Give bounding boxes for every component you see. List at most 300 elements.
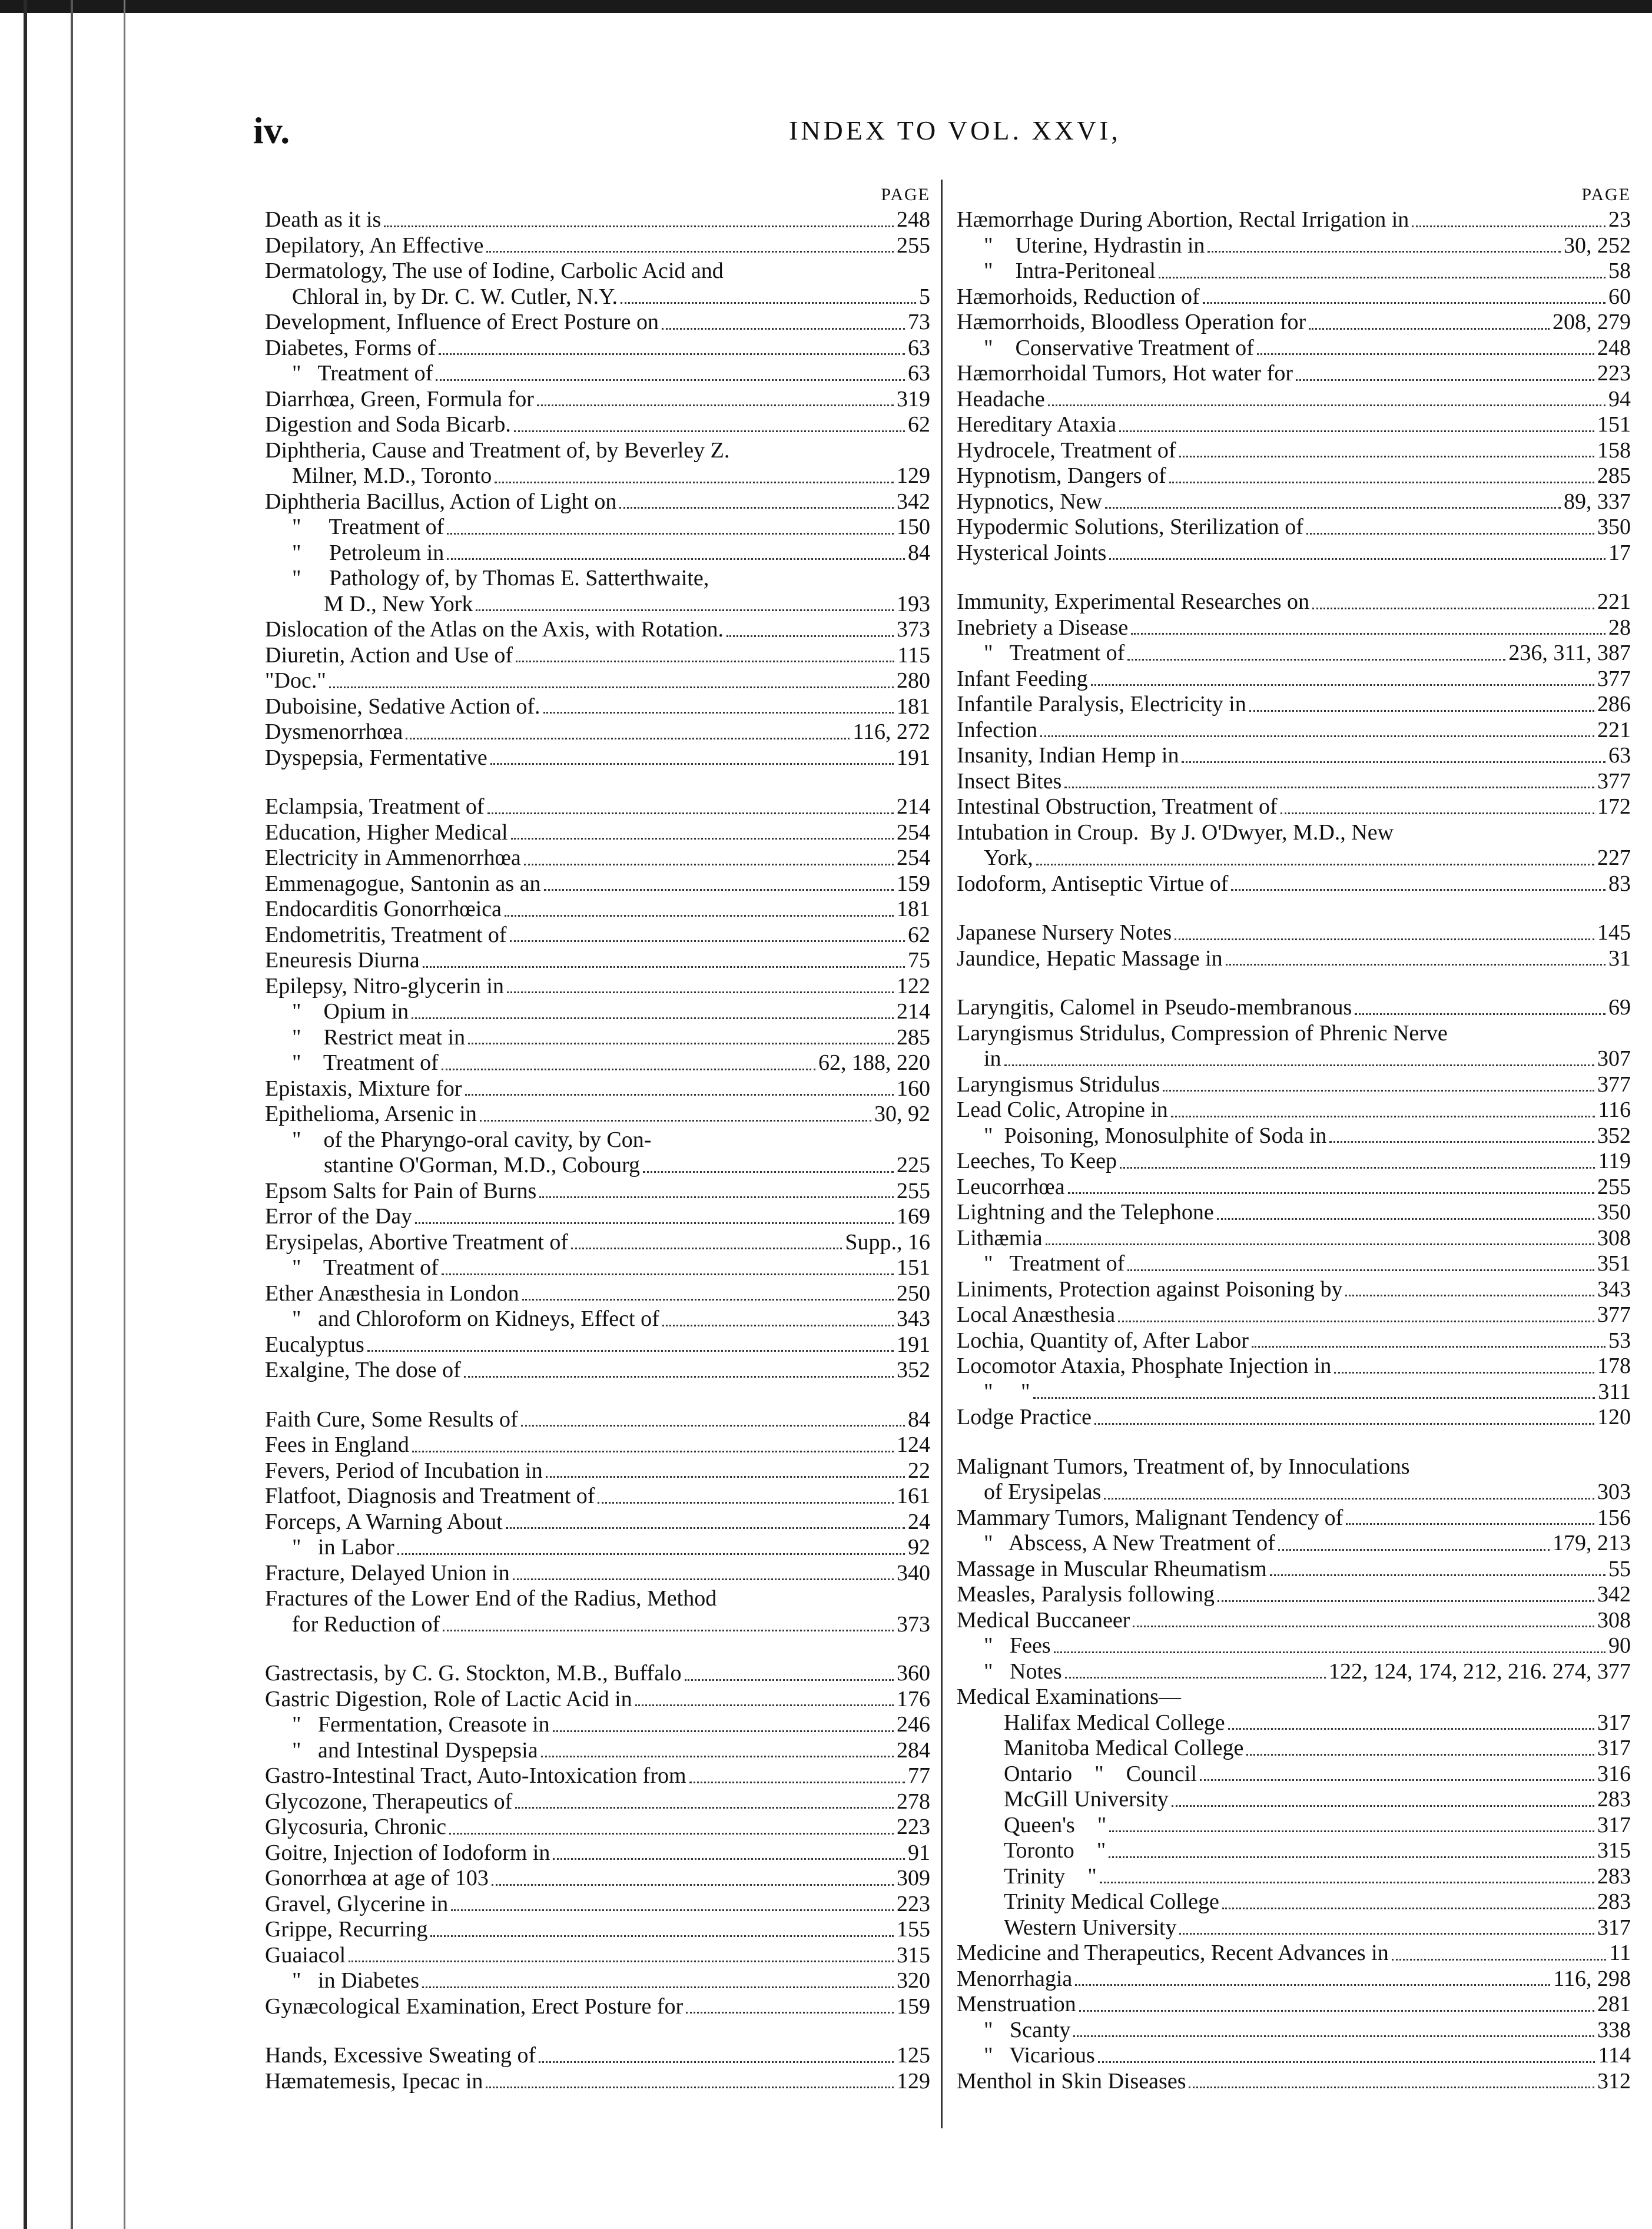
entry-text: " Restrict meat in (292, 1024, 466, 1050)
dot-leader (1296, 373, 1594, 381)
entry-text: Hypnotism, Dangers of (957, 463, 1166, 488)
index-entry (265, 1230, 930, 1256)
section-gap (957, 1431, 1631, 1454)
index-entry (265, 1255, 930, 1281)
entry-text: Epithelioma, Arsenic in (265, 1102, 477, 1126)
index-entry (265, 1866, 930, 1892)
entry-text: " Petroleum in (292, 540, 444, 565)
entry-page-ref: 377 (1597, 768, 1631, 794)
entry-page-ref: 129 (897, 2068, 930, 2094)
entry-page-ref: 114 (1598, 2043, 1631, 2068)
entry-text: Laryngismus Stridulus (957, 1072, 1160, 1097)
dot-leader (1257, 347, 1594, 355)
dot-leader (539, 1190, 894, 1198)
entry-page-ref: 73 (908, 310, 930, 334)
dot-leader (507, 986, 894, 993)
dot-leader (1098, 2055, 1595, 2063)
entry-text: Diarrhœa, Green, Formula for (265, 386, 534, 412)
entry-text: stantine O'Gorman, M.D., Cobourg (324, 1153, 641, 1177)
page-column-label: PAGE (1581, 185, 1631, 204)
entry-text: " Treatment of (292, 361, 433, 386)
index-entry (265, 694, 930, 720)
entry-text: " Treatment of (292, 1050, 439, 1075)
entry-page-ref: 317 (1597, 1736, 1631, 1760)
index-entry (265, 845, 930, 871)
entry-page-ref: 225 (897, 1153, 930, 1177)
index-entry (265, 1458, 930, 1484)
entry-page-ref: 17 (1608, 540, 1631, 565)
entry-page-ref: 181 (897, 897, 930, 921)
entry-page-ref: 191 (897, 745, 930, 770)
dot-leader (1345, 1289, 1594, 1296)
index-entry (265, 1102, 930, 1127)
index-entry (265, 1763, 930, 1789)
index-entries-left (265, 207, 930, 2094)
section-gap (957, 971, 1631, 995)
entry-page-ref: 179, 213 (1553, 1531, 1631, 1555)
entry-text: Hydrocele, Treatment of (957, 437, 1176, 463)
dot-leader (1228, 1722, 1594, 1730)
entry-page-ref: 278 (897, 1789, 930, 1814)
dot-leader (1208, 245, 1561, 253)
page-number: iv. (253, 110, 290, 151)
dot-leader (412, 1445, 894, 1452)
index-entry (957, 1097, 1631, 1123)
entry-text: Eucalyptus (265, 1332, 364, 1357)
dot-leader (464, 1370, 894, 1378)
dot-leader (442, 1063, 815, 1070)
entry-text: Gravel, Glycerine in (265, 1891, 449, 1916)
entry-page-ref: 31 (1608, 946, 1631, 971)
entry-page-ref: 193 (897, 591, 930, 616)
entry-page-ref: 283 (1597, 1863, 1631, 1889)
index-entry (265, 1994, 930, 2020)
index-entry (265, 1281, 930, 1307)
index-entry (957, 361, 1631, 387)
index-entry (957, 1710, 1631, 1736)
dot-leader (486, 2081, 894, 2088)
dot-leader (689, 1776, 905, 1783)
entry-page-ref: 223 (1597, 361, 1631, 386)
index-entry (265, 643, 930, 669)
entry-page-ref: 158 (1597, 437, 1631, 463)
dot-leader (635, 1699, 894, 1706)
entry-text: " Vicarious (984, 2043, 1095, 2068)
index-entry (957, 995, 1631, 1021)
entry-text: Western University (1004, 1915, 1177, 1940)
entry-text: " Treatment of (984, 1251, 1125, 1276)
index-entry (265, 515, 930, 540)
index-entry (265, 1127, 930, 1153)
entry-page-ref: 116, 298 (1553, 1966, 1631, 1991)
index-entry (265, 566, 930, 592)
entry-text: Menstruation (957, 1992, 1076, 2016)
entry-text: "Doc." (265, 668, 326, 693)
dot-leader (422, 1981, 894, 1988)
entry-text: M D., New York (324, 591, 473, 616)
dot-leader (1222, 1902, 1594, 1909)
dot-leader (397, 1547, 905, 1555)
dot-leader (506, 1521, 905, 1529)
entry-text: Endometritis, Treatment of (265, 922, 507, 947)
index-entry (957, 641, 1631, 666)
index-entry (265, 1510, 930, 1535)
dot-leader (537, 399, 894, 406)
dot-leader (1040, 729, 1594, 737)
entry-page-ref: 280 (897, 668, 930, 693)
index-entry (957, 1302, 1631, 1328)
index-entry (957, 284, 1631, 310)
index-entry (957, 1251, 1631, 1277)
entry-text: Liniments, Protection against Poisoning by (957, 1276, 1343, 1302)
entry-text: Education, Higher Medical (265, 820, 508, 845)
entry-page-ref: 312 (1597, 2068, 1631, 2094)
entry-text: Hæmorrhoidal Tumors, Hot water for (957, 361, 1293, 386)
index-entry (957, 1277, 1631, 1303)
entry-text: Ether Anæsthesia in London (265, 1281, 519, 1306)
entry-text: Grippe, Recurring (265, 1917, 428, 1942)
entry-page-ref: 315 (897, 1942, 930, 1968)
dot-leader (1104, 1492, 1594, 1500)
index-entry (265, 1943, 930, 1969)
entry-text: Glycosuria, Chronic (265, 1815, 447, 1839)
dot-leader (1179, 450, 1594, 457)
entry-page-ref: 69 (1608, 995, 1631, 1020)
dot-leader (1054, 1646, 1605, 1653)
entry-text: Chloral in, by Dr. C. W. Cutler, N.Y. (292, 284, 618, 309)
entry-text: Halifax Medical College (1004, 1710, 1225, 1735)
entry-text: " Scanty (984, 2017, 1071, 2042)
dot-leader (662, 1319, 894, 1326)
entry-page-ref: 150 (897, 515, 930, 539)
column-divider (941, 180, 943, 2128)
entry-text: Hypnotics, New (957, 489, 1102, 514)
entry-page-ref: 172 (1597, 794, 1631, 819)
entry-page-ref: 340 (897, 1560, 930, 1585)
entry-text: Hysterical Joints (957, 540, 1107, 565)
entry-page-ref: 377 (1597, 1072, 1631, 1097)
entry-page-ref: 319 (897, 386, 930, 412)
index-entry (265, 1332, 930, 1358)
entry-text: Dislocation of the Atlas on the Axis, with Rotation. (265, 617, 724, 642)
dot-leader (1306, 527, 1594, 535)
entry-text: Medical Examinations— (957, 1684, 1181, 1709)
index-entry (265, 336, 930, 361)
index-entry (265, 923, 930, 948)
entry-page-ref: 214 (897, 794, 930, 819)
dot-leader (1182, 755, 1605, 763)
entry-page-ref: 248 (1597, 335, 1631, 360)
dot-leader (1203, 296, 1605, 304)
entry-page-ref: 28 (1608, 615, 1631, 640)
entry-text: Medicine and Therapeutics, Recent Advances in (957, 1941, 1389, 1965)
entry-page-ref: 178 (1597, 1354, 1631, 1378)
dot-leader (1065, 1671, 1326, 1679)
entry-text: " of the Pharyngo-oral cavity, by Con- (292, 1127, 652, 1152)
index-entry (265, 871, 930, 897)
entry-text: Gastrectasis, by C. G. Stockton, M.B., Buffalo (265, 1661, 682, 1686)
entry-text: Toronto " (1004, 1838, 1106, 1863)
entry-page-ref: 169 (897, 1204, 930, 1229)
entry-page-ref: 255 (897, 233, 930, 258)
entry-page-ref: 338 (1597, 2017, 1631, 2042)
entry-page-ref: 63 (908, 361, 930, 386)
dot-leader (1100, 1876, 1594, 1883)
dot-leader (1109, 1825, 1594, 1832)
dot-leader (521, 1419, 905, 1427)
index-column-left (265, 183, 930, 2094)
index-entry (265, 948, 930, 974)
entry-page-ref: 343 (1597, 1276, 1631, 1302)
dot-leader (1175, 933, 1594, 940)
dot-leader (505, 909, 894, 917)
entry-page-ref: 311 (1598, 1379, 1631, 1404)
index-entry (265, 1535, 930, 1561)
dot-leader (1309, 322, 1550, 330)
dot-leader (516, 655, 894, 662)
entry-text: Menthol in Skin Diseases (957, 2068, 1186, 2094)
entry-text: Hæmatemesis, Ipecac in (265, 2068, 483, 2094)
index-entry (957, 1736, 1631, 1762)
dot-leader (349, 1955, 894, 1962)
dot-leader (539, 2055, 894, 2063)
index-entry (265, 719, 930, 745)
index-entry (265, 207, 930, 233)
dot-leader (1131, 627, 1605, 635)
entry-page-ref: 11 (1609, 1941, 1631, 1965)
dot-leader (1046, 1238, 1594, 1245)
entry-text: Trinity " (1004, 1863, 1097, 1889)
dot-leader (1119, 424, 1594, 432)
entry-page-ref: 83 (1608, 871, 1631, 896)
index-entry (957, 1072, 1631, 1098)
entry-page-ref: 360 (897, 1661, 930, 1686)
index-entry (957, 1480, 1631, 1505)
dot-leader (1091, 678, 1594, 686)
entry-text: Error of the Day (265, 1204, 413, 1229)
entry-page-ref: 255 (1597, 1174, 1631, 1199)
entry-text: Diuretin, Action and Use of (265, 642, 513, 668)
entry-page-ref: 58 (1608, 258, 1631, 283)
entry-page-ref: 63 (1608, 743, 1631, 768)
entry-text: Lithæmia (957, 1225, 1043, 1251)
dot-leader (524, 858, 894, 865)
index-entry (957, 2018, 1631, 2044)
dot-leader (415, 1216, 894, 1224)
index-entry (957, 871, 1631, 897)
entry-page-ref: 24 (908, 1509, 930, 1534)
entry-text: Diphtheria Bacillus, Action of Light on (265, 489, 617, 514)
index-entry (957, 946, 1631, 972)
section-gap (957, 566, 1631, 589)
dot-leader (514, 424, 905, 432)
entry-text: Fractures of the Lower End of the Radius, Method (265, 1586, 717, 1611)
entry-text: " Fees (984, 1633, 1051, 1658)
entry-text: Epsom Salts for Pain of Burns (265, 1178, 537, 1203)
index-entry (957, 769, 1631, 795)
dot-leader (449, 1827, 894, 1835)
index-entry (957, 1123, 1631, 1149)
entry-text: Intubation in Croup. By J. O'Dwyer, M.D., New (957, 820, 1394, 845)
entry-page-ref: 223 (897, 1815, 930, 1839)
dot-leader (1171, 1110, 1595, 1117)
entry-text: Gastric Digestion, Role of Lactic Acid in (265, 1686, 632, 1711)
index-entry (957, 692, 1631, 718)
dot-leader (571, 1242, 842, 1249)
entry-page-ref: 303 (1597, 1480, 1631, 1504)
dot-leader (1252, 1340, 1605, 1348)
scan-page-edge (71, 0, 73, 2229)
entry-page-ref: 236, 311, 387 (1508, 641, 1631, 665)
entry-page-ref: 208, 279 (1553, 310, 1631, 334)
entry-page-ref: 156 (1597, 1505, 1631, 1530)
entry-text: Menorrhagia (957, 1966, 1073, 1991)
entry-text: Trinity Medical College (1004, 1889, 1219, 1914)
entry-text: Diphtheria, Cause and Treatment of, by Beverley Z. (265, 437, 730, 463)
entry-text: Headache (957, 386, 1045, 412)
dot-leader (476, 603, 894, 611)
entry-page-ref: 115 (897, 642, 930, 668)
dot-leader (443, 1624, 894, 1631)
index-entry (265, 489, 930, 515)
dot-leader (1346, 1517, 1594, 1525)
entry-page-ref: 352 (1597, 1123, 1631, 1148)
index-entry (265, 745, 930, 771)
entry-text: Locomotor Ataxia, Phosphate Injection in (957, 1354, 1332, 1378)
entry-page-ref: 373 (897, 1611, 930, 1637)
index-entry (265, 540, 930, 566)
index-entry (265, 1025, 930, 1051)
dot-leader (1064, 781, 1594, 788)
entry-page-ref: 352 (897, 1358, 930, 1382)
entry-page-ref: 308 (1597, 1607, 1631, 1633)
dot-leader (487, 807, 894, 814)
entry-text: Death as it is (265, 207, 382, 232)
dot-leader (451, 1903, 894, 1911)
dot-leader (1281, 807, 1594, 814)
index-entry (957, 1582, 1631, 1608)
index-entry (957, 615, 1631, 641)
entry-text: Insanity, Indian Hemp in (957, 743, 1179, 768)
index-entry (265, 1815, 930, 1840)
entry-text: Dermatology, The use of Iodine, Carbolic Acid and (265, 258, 724, 283)
entry-page-ref: 145 (1597, 920, 1631, 945)
entry-text: Medical Buccaneer (957, 1607, 1130, 1633)
index-entry (957, 1864, 1631, 1890)
entry-text: Infection (957, 717, 1038, 742)
entry-text: Erysipelas, Abortive Treatment of (265, 1229, 569, 1255)
entry-page-ref: 221 (1597, 717, 1631, 742)
entry-page-ref: 285 (1597, 463, 1631, 488)
index-entry (957, 743, 1631, 769)
index-entry (957, 1021, 1631, 1047)
index-entry (265, 1789, 930, 1815)
index-entry (957, 1226, 1631, 1252)
entry-text: Faith Cure, Some Results of (265, 1407, 518, 1432)
entry-text: Iodoform, Antiseptic Virtue of (957, 871, 1229, 896)
dot-leader (1334, 1366, 1594, 1374)
dot-leader (423, 960, 905, 968)
index-entry (265, 592, 930, 618)
dot-leader (662, 322, 905, 330)
index-entry (265, 1712, 930, 1738)
entry-page-ref: 343 (897, 1306, 930, 1331)
dot-leader (367, 1344, 894, 1352)
index-entry (957, 540, 1631, 566)
index-entry (265, 463, 930, 489)
dot-leader (553, 1724, 894, 1732)
index-entry (957, 1915, 1631, 1941)
index-entry (265, 974, 930, 1000)
entry-text: " Uterine, Hydrastin in (984, 233, 1205, 258)
index-entry (957, 489, 1631, 515)
index-entry (265, 794, 930, 820)
dot-leader (1278, 1543, 1550, 1551)
dot-leader (1120, 1161, 1595, 1169)
entry-page-ref: 151 (897, 1255, 930, 1280)
entry-text: Development, Influence of Erect Posture on (265, 310, 659, 334)
entry-page-ref: 283 (1597, 1787, 1631, 1812)
entry-page-ref: 284 (897, 1737, 930, 1763)
dot-leader (492, 1878, 894, 1886)
dot-leader (412, 1011, 894, 1019)
entry-page-ref: 75 (908, 948, 930, 973)
entry-page-ref: 159 (897, 1994, 930, 2019)
dot-leader (384, 220, 894, 227)
entry-text: Local Anæsthesia (957, 1302, 1116, 1327)
entry-page-ref: 151 (1597, 412, 1631, 437)
dot-leader (619, 501, 894, 509)
entry-text: Infantile Paralysis, Electricity in (957, 692, 1246, 717)
dot-leader (1172, 1799, 1594, 1807)
index-entry (265, 2069, 930, 2095)
dot-leader (1270, 1568, 1605, 1576)
entry-text: Lodge Practice (957, 1405, 1092, 1429)
section-gap (265, 771, 930, 794)
entry-text: Manitoba Medical College (1004, 1736, 1244, 1760)
entry-text: Lead Colic, Atropine in (957, 1097, 1168, 1122)
dot-leader (1231, 883, 1605, 891)
entry-text: Laryngismus Stridulus, Compression of Phrenic Nerve (957, 1020, 1448, 1046)
entry-text: Ontario " Council (1004, 1761, 1197, 1786)
entry-text: Hæmorrhage During Abortion, Rectal Irrigation in (957, 207, 1409, 232)
index-entry (957, 1813, 1631, 1839)
dot-leader (406, 732, 850, 739)
dot-leader (643, 1165, 894, 1173)
dot-leader (1355, 1007, 1605, 1015)
index-entry (265, 438, 930, 464)
index-entry (265, 1306, 930, 1332)
index-entry (265, 897, 930, 923)
entry-page-ref: 5 (919, 284, 930, 309)
dot-leader (1249, 704, 1594, 712)
entry-page-ref: 307 (1597, 1046, 1631, 1071)
entry-text: Laryngitis, Calomel in Pseudo-membranous (957, 995, 1352, 1020)
index-entry (957, 1787, 1631, 1813)
index-entry (265, 1358, 930, 1384)
entry-page-ref: 125 (897, 2043, 930, 2068)
dot-leader (1068, 1186, 1594, 1194)
index-entry (957, 387, 1631, 413)
entry-page-ref: 191 (897, 1332, 930, 1357)
dot-leader (436, 373, 905, 381)
entry-page-ref: 246 (897, 1712, 930, 1737)
entry-page-ref: 176 (897, 1686, 930, 1711)
index-entry (265, 310, 930, 336)
entry-page-ref: 316 (1597, 1761, 1631, 1786)
index-entry (265, 387, 930, 413)
entry-text: Measles, Paralysis following (957, 1582, 1215, 1607)
